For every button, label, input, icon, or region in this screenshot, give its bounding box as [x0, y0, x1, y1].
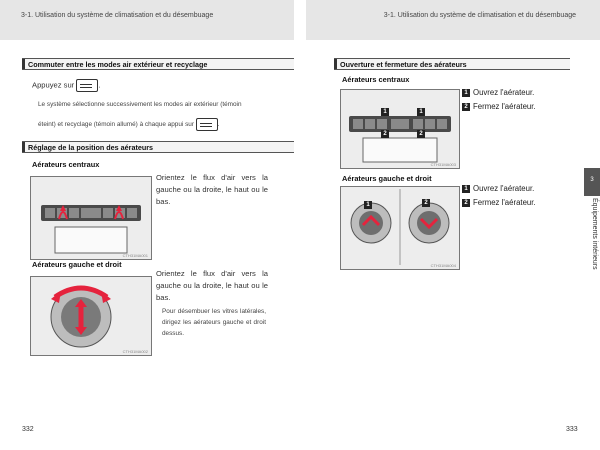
section-title: Réglage de la position des aérateurs [28, 143, 154, 152]
side-vents-open-close-figure [340, 186, 460, 270]
marker-2: 2 [462, 103, 470, 111]
figure-code: CTH31MA001 [122, 253, 148, 258]
side-vent-illustration [31, 277, 151, 355]
figure-code: CTH31MA004 [430, 263, 456, 268]
note-line-2 [38, 118, 220, 131]
section-marker [334, 59, 337, 69]
marker-2: 2 [417, 130, 425, 138]
press-end: . [98, 80, 101, 90]
central-vents-heading-right: Aérateurs centraux [342, 75, 410, 84]
marker-1: 1 [417, 108, 425, 116]
section-marker [22, 142, 25, 152]
section-title: Commuter entre les modes air extérieur et recyclage [28, 60, 208, 69]
legend-item-open [462, 182, 536, 196]
figure-code: CTH31MA002 [122, 349, 148, 354]
press-text: Appuyez sur [32, 80, 75, 90]
central-vents-open-close-illustration [341, 90, 459, 168]
side-vents-heading-right: Aérateurs gauche et droit [342, 174, 432, 183]
side-vents-heading: Aérateurs gauche et droit [32, 260, 122, 269]
legend-item-close [462, 100, 536, 114]
figure-code: CTH31MA003 [430, 162, 456, 167]
legend-item-open [462, 86, 536, 100]
legend-item-close [462, 196, 536, 210]
side-vents-legend [462, 182, 536, 210]
legend-label: Ouvrez l'aérateur. [473, 184, 535, 193]
note-line-1: Le système sélectionne successivement les modes air extérieur (témoin [38, 101, 242, 108]
central-vents-heading: Aérateurs centraux [32, 160, 100, 169]
note-end: . [217, 121, 220, 129]
section-heading-vent-position [22, 141, 294, 153]
central-vents-open-close-figure [340, 89, 460, 169]
chapter-tab-number: 3 [590, 177, 594, 183]
marker-2: 2 [462, 199, 470, 207]
marker-1: 1 [381, 108, 389, 116]
side-vent-figure [30, 276, 152, 356]
central-vents-legend [462, 86, 536, 114]
section-heading-open-close [334, 58, 570, 70]
section-marker [22, 59, 25, 69]
page-number-right: 333 [566, 426, 578, 433]
central-vents-text: Orientez le flux d'air vers la gauche ou la droite, le haut ou le bas. [156, 173, 268, 206]
chapter-label: Équipements intérieurs [591, 198, 598, 270]
header-band-left [0, 0, 294, 40]
running-title-right: 3-1. Utilisation du système de climatisation et du désembuage [383, 12, 576, 19]
recirculation-button-icon [76, 79, 101, 92]
running-title-left: 3-1. Utilisation du système de climatisation et du désembuage [21, 12, 214, 19]
section-title: Ouverture et fermeture des aérateurs [340, 60, 467, 69]
legend-label: Fermez l'aérateur. [473, 198, 536, 207]
page-number-left: 332 [22, 426, 34, 433]
central-vents-figure [30, 176, 152, 260]
chapter-tab [584, 168, 600, 196]
side-vents-text: Orientez le flux d'air vers la gauche ou la droite, le haut ou le bas. [156, 269, 268, 302]
header-band-right [306, 0, 600, 40]
marker-1: 1 [462, 89, 470, 97]
marker-1: 1 [462, 185, 470, 193]
recirculation-button-icon-2 [196, 118, 218, 131]
legend-label: Ouvrez l'aérateur. [473, 88, 535, 97]
defog-bullet: Pour désembuer les vitres latérales, dirigez les aérateurs gauche et droit dessus. [162, 308, 266, 337]
section-heading-recirculation [22, 58, 294, 70]
marker-2: 2 [381, 130, 389, 138]
press-instruction [32, 79, 100, 92]
marker-2: 2 [422, 199, 430, 207]
marker-1: 1 [364, 201, 372, 209]
page-gutter [294, 0, 306, 450]
note-text: éteint) et recyclage (témoin allumé) à chaque appui sur [38, 121, 194, 129]
legend-label: Fermez l'aérateur. [473, 102, 536, 111]
side-vents-open-close-illustration [341, 187, 459, 269]
central-vents-illustration [31, 177, 151, 259]
